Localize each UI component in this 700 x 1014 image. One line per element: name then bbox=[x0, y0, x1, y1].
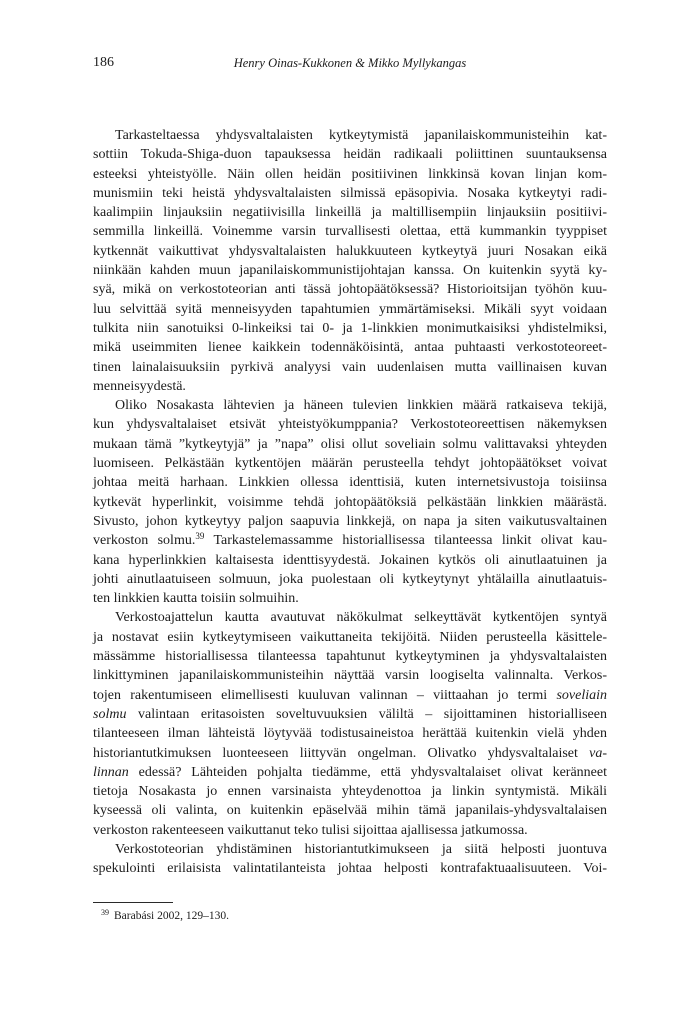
text-line: Verkostoteorian yhdistäminen historiantutkimukseen ja siitä helposti juontuva bbox=[115, 841, 607, 857]
text-line bbox=[93, 531, 607, 550]
italic-term: soveliain bbox=[556, 687, 607, 703]
text-segment: verkoston solmu. bbox=[93, 533, 196, 549]
text-segment: historiantutkimuksen luonteeseen liittyvän ongelman. Olivatko yhdysvaltalaiset bbox=[93, 745, 590, 761]
text-segment: edessä? Lähteiden pohjalta tiedämme, että yhdysvaltalaiset olivat keränneet bbox=[128, 764, 607, 780]
footnote bbox=[101, 909, 229, 924]
running-title: Henry Oinas-Kukkonen & Mikko Myllykangas bbox=[233, 56, 467, 70]
text-line: niinkään kahden muun japanilaiskommunistijohtajan kanssa. On kuitenkin syytä ky- bbox=[93, 263, 607, 279]
text-line: munismiin teki heistä yhdysvaltalaisten silmissä epäsopivia. Nosaka kytkeytyi radi- bbox=[93, 185, 607, 201]
footnote-text: Barabási 2002, 129–130. bbox=[114, 910, 229, 922]
footnote-number: 39 bbox=[101, 908, 109, 917]
text-line: menneisyydestä. bbox=[93, 378, 186, 394]
text-line: verkoston rakenteeseen vaikuttanut teko tulisi sijoittaa ajallisessa jatkumossa. bbox=[93, 822, 528, 838]
text-line: kyseessä oli valinta, on kuitenkin epäselvää mihin tämä japanilais-yhdysvaltalaisen bbox=[93, 803, 607, 819]
text-segment: tojen rakentumiseen elimellisesti kuuluvan valinnan – viittaahan jo termi bbox=[93, 687, 557, 703]
text-line: johtaa meitä harhaan. Linkkien ollessa identtisiä, kuten internetsivustoja toisiinsa bbox=[93, 475, 607, 491]
text-line: tietoja Nosakasta jo ennen varsinaista yhteydenottoa ja linkin syntymistä. Mikäli bbox=[93, 784, 607, 800]
text-line: sottiin Tokuda-Shiga-duon tapauksessa heidän radikaali poliittinen suuntauksensa bbox=[93, 147, 607, 163]
footnote-divider bbox=[93, 902, 173, 903]
text-line: linkittyminen japanilaiskommunisteihin näyttää varsin loogiselta valinnalta. Verkos- bbox=[93, 668, 607, 684]
text-line: kytkevät hyperlinkit, voisimme tehdä johtopäätöksiä pelkästään linkkien määrästä. bbox=[93, 494, 607, 510]
text-line: tinen lainalaisuuksiin pyrkivä analyysi vain uudenlaisen mutta vaillinaisen kuvan bbox=[93, 359, 607, 375]
text-line: kun yhdysvaltalaiset etsivät yhteistyökumppania? Verkostoteoreettisen näkemyksen bbox=[93, 417, 607, 433]
text-line: johti ainutlaatuiseen solmuun, joka puolestaan oli kytkeytynyt yhtälailla ainutlaatuis- bbox=[93, 571, 607, 587]
body-text bbox=[93, 126, 607, 879]
text-line: Sivusto, johon kytkeytyy paljon saapuvia linkkejä, on napa ja siten vaikutusvaltainen bbox=[93, 513, 607, 529]
text-line: esteeksi yhteistyölle. Näin ollen heidän positiivinen linkkinsä kovan linjan kom- bbox=[93, 166, 607, 182]
text-line: Oliko Nosakasta lähtevien ja häneen tulevien linkkien määrä ratkaiseva tekijä, bbox=[115, 398, 607, 414]
text-line: mukaan tämä ”kytkeytyjä” ja ”napa” olisi ollut soveliain solmu valittavaksi yhteyden bbox=[93, 436, 607, 452]
text-line bbox=[93, 763, 607, 782]
italic-term: va- bbox=[589, 745, 607, 761]
text-line: mässämme historiallisessa tilanteessa tapahtunut kytkeytyminen ja yhdysvaltalaisten bbox=[93, 649, 607, 665]
running-header bbox=[93, 55, 607, 71]
page-number: 186 bbox=[93, 55, 114, 70]
text-line: ja nostavat esiin kytkeytymiseen vaikuttaneita tekijöitä. Niiden perusteella käsittele- bbox=[93, 629, 607, 645]
text-line: spekulointi erilaisista valintatilanteista johtaa helposti kontrafaktuaalisuuteen. Voi- bbox=[93, 861, 607, 877]
text-line: semmilla linkeillä. Voinemme varsin turvallisesti olettaa, että kummankin tyyppiset bbox=[93, 224, 607, 240]
text-line: kaalimpiin linjauksiin negatiivisilla linkeillä ja maltillisempiin linjauksiin positiivi- bbox=[93, 205, 607, 221]
text-line bbox=[93, 686, 607, 705]
text-line bbox=[93, 705, 607, 724]
text-segment: Tarkastelemassamme historiallisessa tilanteessa linkit olivat kau- bbox=[204, 533, 607, 549]
text-line: Tarkasteltaessa yhdysvaltalaisten kytkeytymistä japanilaiskommunisteihin kat- bbox=[115, 128, 607, 143]
text-line: ten linkkien kautta toisiin solmuihin. bbox=[93, 591, 299, 607]
text-line: mikä useimmiten lienee kaikkein todennäköisintä, antaa puhtaasti verkostoteoreet- bbox=[93, 340, 607, 356]
italic-term: solmu bbox=[93, 706, 127, 722]
text-line: luomiseen. Pelkästään kytkentöjen määrän perusteella tehdyt johtopäätökset voivat bbox=[93, 456, 607, 472]
text-line: Verkostoajattelun kautta avautuvat näkökulmat selkeyttävät kytkentöjen syntyä bbox=[115, 610, 607, 626]
text-line: luu selvittää syitä menneisyyden tapahtumien ymmärtämiseksi. Mikäli syyt voidaan bbox=[93, 301, 607, 317]
text-line: kana hyperlinkkien kaltaisesta identtisyydestä. Jokainen kytkös oli ainutlaatuinen ja bbox=[93, 552, 607, 568]
text-line: tulkita niin sanotuiksi 0-linkeiksi tai 0- ja 1-linkkien monimutkaisiksi yhdistelmiksi, bbox=[93, 320, 607, 336]
text-line: syä, mikä on verkostoteorian anti tässä johtopäätöksessä? Historioitsijan työhön kuu- bbox=[93, 282, 607, 298]
text-line: kytkennät vaikuttivat yhdysvaltalaisten halukkuuteen kytkeytyä juuri Nosakan eikä bbox=[93, 243, 607, 259]
text-line bbox=[93, 744, 607, 763]
italic-term: linnan bbox=[93, 764, 129, 780]
text-line: tilanteeseen ilman lähteistä löytyvää todistusaineistoa herättää kuitenkin vielä yhden bbox=[93, 726, 607, 742]
text-segment: valintaan eritasoisten soveltuvuuksien väliltä – sijoittaminen historialliseen bbox=[126, 706, 607, 722]
footnote-reference: 39 bbox=[195, 531, 205, 542]
